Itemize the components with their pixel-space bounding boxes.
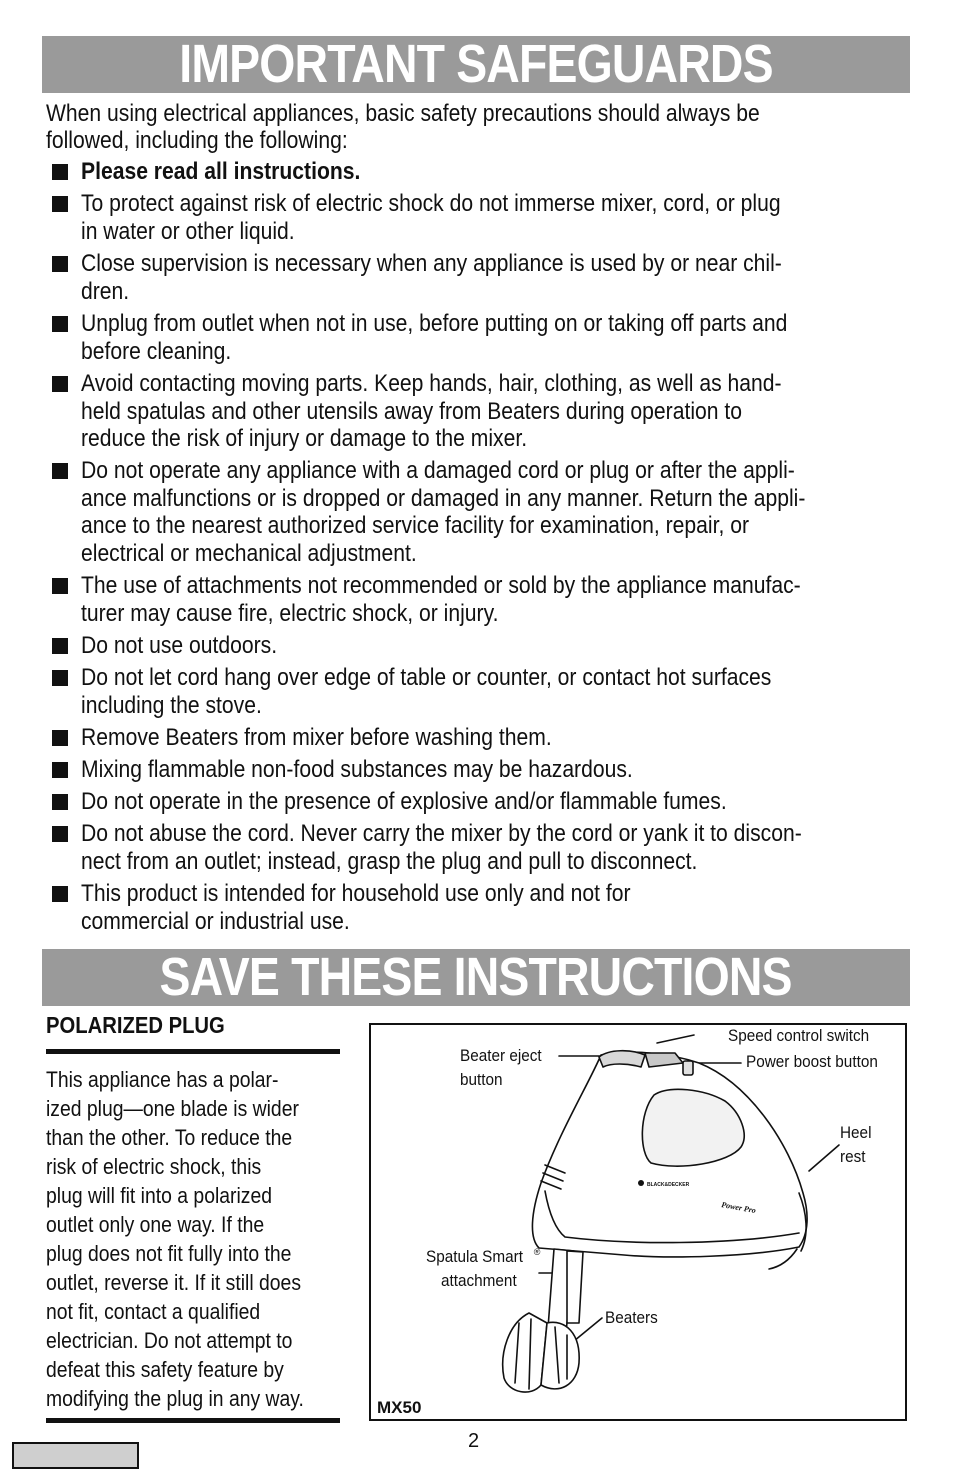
safeguard-text [81, 820, 954, 875]
bullet-square [52, 196, 68, 212]
polarized-line: than the other. To reduce the [46, 1125, 293, 1150]
beater-shaft [567, 1251, 583, 1323]
safeguard-line: The use of attachments not recommended or sold by the appliance manufac- [81, 572, 801, 599]
polarized-line: outlet, reverse it. If it still does [46, 1270, 302, 1295]
safeguard-line: Do not let cord hang over edge of table or counter, or contact hot surfaces [81, 664, 772, 691]
polarized-plug-text [46, 1065, 346, 1413]
bullet-square [52, 256, 68, 272]
hand-mixer-illustration [369, 1023, 907, 1421]
label-text: Speed control switch [728, 1026, 870, 1045]
model-number: MX50 [377, 1398, 422, 1417]
safeguard-line: Unplug from outlet when not in use, before putting on or taking off parts and [81, 310, 788, 337]
intro-line: followed, including the following: [46, 127, 348, 154]
label-text: Spatula Smart [426, 1246, 523, 1266]
registered-mark: ® [533, 1247, 541, 1257]
leader-line [809, 1145, 839, 1171]
safeguard-line: nect from an outlet; instead, grasp the plug and pull to disconnect. [81, 847, 698, 875]
intro-line: When using electrical appliances, basic safety precautions should always be [46, 100, 760, 127]
safeguard-text [81, 724, 954, 752]
bullet-square [52, 463, 68, 479]
intro-paragraph [46, 100, 946, 154]
safeguard-text [81, 880, 954, 935]
safeguard-line: reduce the risk of injury or damage to the mixer. [81, 425, 528, 452]
bullet-square [52, 794, 68, 810]
label-text: button [460, 1070, 503, 1089]
safeguard-text [81, 370, 954, 453]
bullet-square [52, 670, 68, 686]
beater-blade [541, 1322, 579, 1389]
safeguard-line: in water or other liquid. [81, 217, 295, 245]
label-power-boost-button [746, 1050, 892, 1074]
safeguard-line: This product is intended for household use only and not for [81, 880, 631, 907]
bullet-square [52, 826, 68, 842]
safeguard-line: Mixing flammable non-food substances may be hazardous. [81, 756, 633, 783]
safeguard-text [81, 572, 954, 627]
label-text: Beater eject [460, 1046, 542, 1065]
polarized-line: plug does not fit fully into the [46, 1241, 292, 1266]
safeguard-line: Remove Beaters from mixer before washing them. [81, 724, 552, 751]
banner-title: IMPORTANT SAFEGUARDS [179, 34, 773, 94]
bullet-square [52, 316, 68, 332]
polarized-line: defeat this safety feature by [46, 1357, 284, 1382]
polarized-line: outlet only one way. If the [46, 1212, 265, 1237]
brand-dot [638, 1180, 644, 1186]
label-text: rest [840, 1147, 866, 1166]
label-beaters [605, 1306, 664, 1330]
bullet-square [52, 762, 68, 778]
safeguard-text [81, 664, 954, 719]
safeguard-line: held spatulas and other utensils away from Beaters during operation to [81, 397, 742, 425]
bullet-square [52, 638, 68, 654]
label-text: attachment [441, 1270, 517, 1290]
leader-line [657, 1035, 694, 1043]
bullet-square [52, 730, 68, 746]
beater-blade [503, 1313, 547, 1392]
safeguard-text [81, 158, 954, 186]
polarized-line: ized plug—one blade is wider [46, 1096, 299, 1121]
label-speed-control-switch [728, 1024, 885, 1048]
bullet-square [52, 376, 68, 392]
polarized-line: electrician. Do not attempt to [46, 1328, 293, 1353]
polarized-line: modifying the plug in any way. [46, 1386, 304, 1411]
safeguard-line: Avoid contacting moving parts. Keep hands, hair, clothing, as well as hand- [81, 370, 782, 397]
label-text: Heel [840, 1123, 872, 1142]
safeguard-text [81, 190, 954, 245]
bullet-square [52, 164, 68, 180]
important-safeguards-banner [42, 36, 910, 93]
safeguard-line: ance to the nearest authorized service facility for examination, repair, or [81, 512, 749, 539]
safeguard-line: before cleaning. [81, 337, 232, 365]
safeguard-line: dren. [81, 277, 130, 305]
safeguard-line: Please read all instructions. [81, 158, 361, 185]
label-text: Power boost button [746, 1052, 878, 1071]
polarized-line: This appliance has a polar- [46, 1067, 279, 1092]
banner-title: SAVE THESE INSTRUCTIONS [159, 947, 793, 1007]
safeguard-line: turer may cause fire, electric shock, or injury. [81, 599, 499, 627]
beater-eject-button-shape [599, 1051, 645, 1067]
safeguard-text [81, 310, 954, 365]
page-number: 2 [468, 1430, 480, 1452]
safeguard-line: Close supervision is necessary when any appliance is used by or near chil- [81, 250, 782, 277]
safeguard-text [81, 632, 954, 660]
bullet-square [52, 578, 68, 594]
safeguard-text [81, 788, 954, 816]
safeguard-line: Do not operate any appliance with a damaged cord or plug or after the appli- [81, 457, 795, 484]
polarized-plug-heading [46, 1010, 249, 1040]
safeguard-line: To protect against risk of electric shock do not immerse mixer, cord, or plug [81, 190, 781, 217]
divider-rule [46, 1049, 340, 1054]
safeguard-text [81, 250, 954, 305]
safeguard-line: Do not operate in the presence of explosive and/or flammable fumes. [81, 788, 727, 815]
label-heel-rest [840, 1121, 875, 1169]
polarized-line: risk of electric shock, this [46, 1154, 262, 1179]
safeguard-line: Do not abuse the cord. Never carry the mixer by the cord or yank it to discon- [81, 820, 802, 847]
safeguard-line: electrical or mechanical adjustment. [81, 539, 417, 567]
bullet-square [52, 886, 68, 902]
divider-rule [46, 1418, 340, 1423]
save-instructions-banner [42, 949, 910, 1006]
safeguard-line: including the stove. [81, 691, 262, 719]
safeguard-text [81, 457, 954, 567]
product-logo: Power Pro [720, 1200, 757, 1216]
label-text: Beaters [605, 1308, 658, 1327]
power-boost-button-shape [683, 1061, 693, 1075]
brand-logo: BLACK&DECKER [647, 1182, 690, 1188]
safeguard-line: commercial or industrial use. [81, 907, 350, 935]
safeguard-line: Do not use outdoors. [81, 632, 278, 659]
polarized-line: plug will fit into a polarized [46, 1183, 272, 1208]
label-beater-eject-button [460, 1044, 551, 1092]
heading-text: POLARIZED PLUG [46, 1012, 225, 1038]
polarized-line: not fit, contact a qualified [46, 1299, 261, 1324]
safeguard-text [81, 756, 954, 784]
label-spatula-smart-attachment [426, 1240, 540, 1293]
corner-tab [12, 1442, 139, 1469]
safeguard-line: ance malfunctions or is dropped or damaged in any manner. Return the appli- [81, 484, 806, 512]
